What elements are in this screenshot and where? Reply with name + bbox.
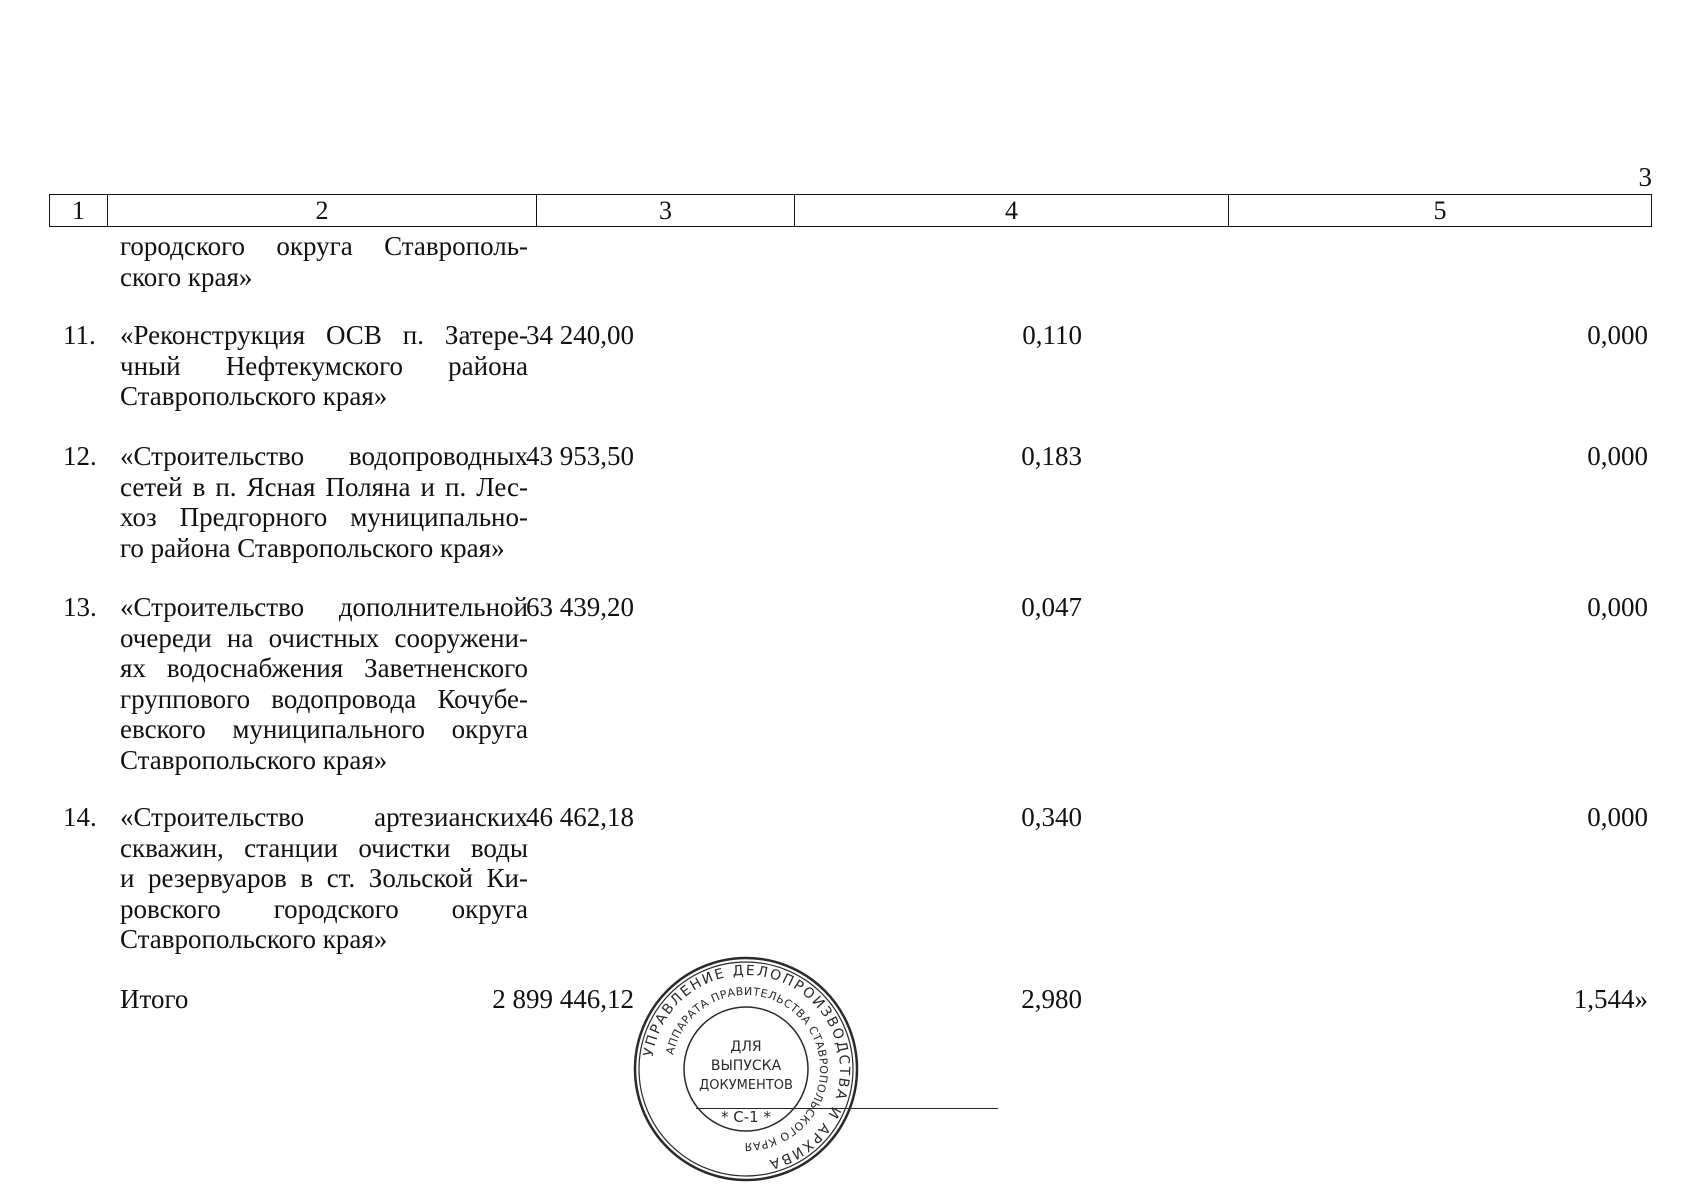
column-5-value: 0,000 <box>1587 320 1648 350</box>
row-description <box>120 802 528 955</box>
description-line: «Строительство водопроводных <box>120 441 528 471</box>
stamp-code: * С-1 * <box>721 1108 771 1126</box>
cost-value: 43 953,50 <box>526 441 634 471</box>
description-line: скважин, станции очистки воды <box>120 832 528 863</box>
column-4-value: 0,047 <box>1021 592 1082 622</box>
table-header <box>49 194 1652 227</box>
description-line: го района Ставропольского края» <box>120 532 505 563</box>
description-line: ровского городского округа <box>120 893 528 924</box>
description-line: городского округа Ставрополь- <box>120 231 528 261</box>
row-description <box>120 984 528 1015</box>
total-cost-value: 2 899 446,12 <box>492 984 634 1014</box>
column-header-3: 3 <box>537 195 795 226</box>
column-header-1: 1 <box>50 195 108 226</box>
description-line: чный Нефтекумского района <box>120 350 528 381</box>
column-header-5: 5 <box>1433 196 1447 225</box>
description-line: Ставропольского края» <box>120 381 388 411</box>
total-column-5-value: 1,544» <box>1573 984 1648 1014</box>
cost-value: 34 240,00 <box>526 320 634 350</box>
stamp-outer-text: УПРАВЛЕНИЕ ДЕЛОПРОИЗВОДСТВА И АРХИВА <box>640 962 853 1173</box>
row-number: 14. <box>63 802 97 832</box>
description-line: евского муниципального округа <box>120 714 528 744</box>
column-4-value: 0,183 <box>1021 441 1082 471</box>
stamp-center-line: ДОКУМЕНТОВ <box>699 1078 793 1093</box>
row-number: 13. <box>63 592 97 622</box>
row-description <box>120 592 528 775</box>
total-column-4-value: 2,980 <box>1021 984 1082 1014</box>
description-line: «Строительство артезианских <box>120 802 528 832</box>
row-description <box>120 441 528 563</box>
total-label: Итого <box>120 984 189 1014</box>
row-number: 11. <box>63 320 96 350</box>
cost-value: 46 462,18 <box>526 802 634 832</box>
column-4-value: 0,340 <box>1021 802 1082 832</box>
column-header-2: 2 <box>108 195 537 226</box>
description-line: сетей в п. Ясная Поляна и п. Лес- <box>120 471 528 502</box>
stamp-center-line: ВЫПУСКА <box>710 1058 782 1074</box>
official-stamp <box>632 955 860 1183</box>
description-line: и резервуаров в ст. Зольской Ки- <box>120 863 528 893</box>
description-line: группового водопровода Кочубе- <box>120 683 528 714</box>
column-5-value: 0,000 <box>1587 441 1648 471</box>
stamp-center-line: ДЛЯ <box>730 1039 762 1055</box>
description-line: Ставропольского края» <box>120 924 388 954</box>
row-number: 12. <box>63 441 97 471</box>
column-4-value: 0,110 <box>1022 320 1082 350</box>
description-line: ского края» <box>120 261 253 292</box>
column-header-4: 4 <box>795 195 1229 226</box>
description-line: «Строительство дополнительной <box>120 592 528 622</box>
column-5-value: 0,000 <box>1587 802 1648 832</box>
column-5-value: 0,000 <box>1587 592 1648 622</box>
page-number: 3 <box>1638 162 1652 192</box>
description-line: «Реконструкция ОСВ п. Затере- <box>120 320 528 350</box>
description-line: очереди на очистных сооружени- <box>120 622 528 653</box>
description-line: ях водоснабжения Заветненского <box>120 653 528 683</box>
description-line: хоз Предгорного муниципально- <box>120 502 528 532</box>
description-line: Ставропольского края» <box>120 744 388 775</box>
row-description <box>120 320 528 412</box>
cost-value: 63 439,20 <box>526 592 634 622</box>
stamp-inner-text: АППАРАТА ПРАВИТЕЛЬСТВА СТАВРОПОЛЬСКОГО КРАЯ <box>663 984 831 1154</box>
row-description <box>120 231 528 292</box>
